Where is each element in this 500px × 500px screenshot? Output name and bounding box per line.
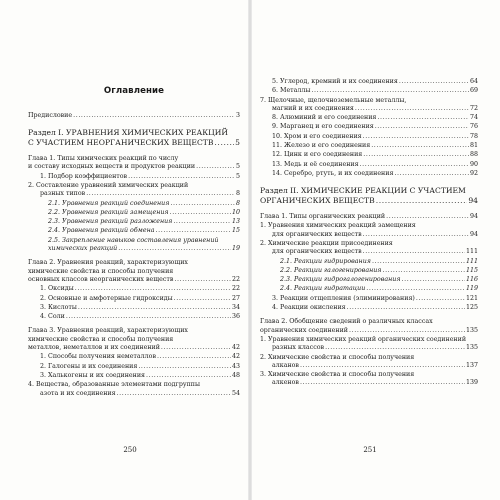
toc-page-number: 15 <box>231 227 240 235</box>
toc-entry-item <box>28 353 240 361</box>
toc-entry-leader-row <box>40 304 240 312</box>
toc-page-number: 78 <box>469 132 478 140</box>
toc-page-number: 34 <box>231 303 240 311</box>
dot-leader <box>196 163 235 171</box>
toc-entry-sub <box>260 276 478 284</box>
toc-entry-title: основных классов неорганических веществ <box>28 275 174 283</box>
toc-entry-leader-row <box>272 170 478 178</box>
toc-page-number: 76 <box>469 123 478 131</box>
toc-entry-title: 1. Оксиды <box>40 285 74 293</box>
toc-entry-title: 2.4. Реакции гидратации <box>280 285 366 293</box>
toc-entry-title: 10. Хром и его соединения <box>272 132 362 140</box>
toc-entry-item <box>28 285 240 293</box>
dot-leader <box>363 231 469 239</box>
toc-page-number: 22 <box>231 275 240 283</box>
toc-page-number: 115 <box>465 266 478 274</box>
toc-entry-title: 2.2. Уравнения реакций замещения <box>48 208 169 216</box>
toc-entry-title: 2. Основные и амфотерные гидроксиды <box>40 294 173 302</box>
page-number-right: 251 <box>363 446 377 454</box>
toc-entry-item <box>260 354 478 371</box>
toc-entry-item <box>260 151 478 159</box>
dot-leader <box>300 362 465 370</box>
toc-page-number: 94 <box>469 230 478 238</box>
toc-entry-item <box>28 304 240 312</box>
page-number-left: 250 <box>123 446 137 454</box>
toc-entry-leader-row <box>40 372 240 380</box>
toc-entry-leader-row <box>272 133 478 141</box>
toc-entry-line: Глава 2. Уравнения реакций, характеризующих <box>28 259 188 267</box>
toc-page-number: 121 <box>465 294 478 302</box>
toc-entry-leader-row <box>272 87 478 95</box>
dot-leader <box>376 196 468 205</box>
dot-leader <box>416 295 465 303</box>
dot-leader <box>146 372 231 380</box>
toc-entry-item <box>260 304 478 312</box>
toc-entry-item <box>28 295 240 303</box>
toc-entry-title: 2.3. Реакции гидрогалогенирования <box>280 276 401 284</box>
toc-entry-line: 2. Составление уравнений химических реакций <box>28 182 189 189</box>
toc-entry-title: 2. Галогены и их соединения <box>40 362 138 370</box>
toc-entry-item <box>260 78 478 86</box>
toc-entry-sub <box>28 209 240 217</box>
toc-entry-leader-row <box>260 213 478 221</box>
toc-entry-line: Глава 2. Обобщение сведений о различных классах <box>260 318 433 326</box>
right-page <box>250 0 500 500</box>
toc-entry-item <box>28 363 240 371</box>
toc-entry-leader-row <box>272 304 478 312</box>
toc-entry-item <box>260 295 478 303</box>
toc-page-number: 42 <box>231 353 240 361</box>
toc-entry-leader-row <box>48 245 240 253</box>
toc-entry-line: 3. Химические свойства и способы получения <box>260 371 415 379</box>
toc-entry-item <box>260 123 478 131</box>
toc-entry-line: 7. Щелочные, щелочноземельные металлы, <box>260 96 407 104</box>
toc-entry-sub <box>260 285 478 293</box>
dot-leader <box>325 344 465 352</box>
toc-entry-leader-row <box>280 285 478 293</box>
dot-leader <box>360 161 469 169</box>
toc-entry-title: металлов, неметаллов и их соединений <box>28 344 160 352</box>
toc-entry-title: ОРГАНИЧЕСКИХ ВЕЩЕСТВ <box>260 195 375 205</box>
toc-page-number: 48 <box>231 371 240 379</box>
dot-leader <box>394 170 469 178</box>
toc-entry-leader-row <box>272 142 478 150</box>
toc-entry-title: разных классов <box>272 344 325 352</box>
toc-entry-title: С УЧАСТИЕМ НЕОРГАНИЧЕСКИХ ВЕЩЕСТВ <box>28 137 214 147</box>
dot-leader <box>300 379 465 387</box>
toc-list-left <box>28 112 240 398</box>
toc-entry-title: 1. Подбор коэффициентов <box>40 172 128 180</box>
dot-leader <box>386 213 469 221</box>
toc-entry-title: 14. Серебро, ртуть, и их соединения <box>272 169 394 177</box>
toc-entry-sub <box>28 237 240 254</box>
toc-entry-title: Предисловие <box>28 112 73 119</box>
toc-entry-title: 2.1. Реакции гидрирования <box>280 257 371 265</box>
dot-leader <box>382 267 465 275</box>
toc-entry-leader-row <box>272 105 478 113</box>
toc-entry-sub <box>28 200 240 208</box>
toc-entry-title: магний и их соединения <box>272 104 354 112</box>
toc-entry-title: 5. Углерод, кремний и их соединения <box>272 78 398 85</box>
toc-entry-item <box>28 381 240 398</box>
toc-page-number: 27 <box>231 294 240 302</box>
toc-list-right <box>260 78 478 388</box>
toc-entry-item <box>260 114 478 122</box>
toc-entry-title: 2.2. Реакции галогенирования <box>280 266 382 274</box>
toc-entry-title: 3. Кислоты <box>40 303 77 311</box>
toc-entry-title: для органических веществ <box>272 248 362 256</box>
toc-page-number: 8 <box>235 199 240 207</box>
dot-leader <box>157 353 231 361</box>
dot-leader <box>363 151 469 159</box>
toc-entry-line: 4. Вещества, образованные элементами подгруппы <box>28 381 200 389</box>
toc-entry-chapter <box>28 327 240 352</box>
toc-page-number: 94 <box>468 195 478 205</box>
toc-page-number: 94 <box>469 213 478 221</box>
toc-entry-leader-row <box>48 227 240 235</box>
toc-page-number: 116 <box>465 276 478 284</box>
dot-leader <box>366 285 465 293</box>
toc-entry-title: Глава 1. Типы органических реакций <box>260 213 386 221</box>
toc-page-number: 111 <box>465 257 478 265</box>
toc-entry-leader-row <box>272 114 478 122</box>
dot-leader <box>118 245 231 253</box>
toc-entry-line: Глава 3. Уравнения реакций, характеризующих <box>28 327 188 335</box>
toc-page-number: 64 <box>469 78 478 85</box>
toc-entry-item <box>260 87 478 95</box>
toc-entry-item <box>260 97 478 114</box>
toc-entry-leader-row <box>272 344 478 352</box>
toc-entry-leader-row <box>40 363 240 371</box>
toc-entry-title: 4. Реакции окисления <box>272 304 346 312</box>
toc-entry-chapter <box>28 155 240 172</box>
toc-entry-leader-row <box>280 267 478 275</box>
toc-entry-item <box>260 222 478 239</box>
toc-entry-title: 13. Медь и её соединения <box>272 160 359 168</box>
toc-entry-item <box>260 161 478 169</box>
dot-leader <box>375 123 469 131</box>
toc-page-number: 88 <box>469 151 478 159</box>
dot-leader <box>371 142 469 150</box>
dot-leader <box>78 304 231 312</box>
toc-entry-item <box>260 170 478 178</box>
toc-entry-line: Раздел II. ХИМИЧЕСКИЕ РЕАКЦИИ С УЧАСТИЕМ <box>260 186 466 196</box>
toc-page-number: 54 <box>231 389 240 397</box>
dot-leader <box>311 87 469 95</box>
toc-entry-title: 6. Металлы <box>272 87 311 95</box>
toc-entry-item <box>260 336 478 353</box>
toc-page-number: 43 <box>231 362 240 370</box>
dot-leader <box>349 327 465 335</box>
toc-entry-leader-row <box>48 218 240 226</box>
toc-entry-line: химические свойства и способы получения <box>28 267 174 275</box>
toc-entry-leader-row <box>40 190 240 198</box>
dot-leader <box>170 209 231 217</box>
toc-page-number: 42 <box>231 344 240 352</box>
toc-page-number: 5 <box>235 163 240 171</box>
toc-page-number: 90 <box>469 160 478 168</box>
dot-leader <box>363 133 469 141</box>
dot-leader <box>173 218 231 226</box>
toc-entry-leader-row <box>40 390 240 398</box>
dot-leader <box>73 112 235 120</box>
toc-entry-line: 2.5. Закрепление навыков составления уравнений <box>48 236 219 244</box>
toc-entry-title: органических соединений <box>260 326 349 334</box>
toc-entry-sub <box>28 227 240 235</box>
toc-entry-line: 2. Химические свойства и способы получения <box>260 353 415 361</box>
toc-page-number: 5 <box>235 137 240 147</box>
toc-page-number: 22 <box>231 285 240 293</box>
toc-page-number: 36 <box>231 313 240 321</box>
toc-entry-line: Глава 1. Типы химических реакций по числу <box>28 155 179 163</box>
dot-leader <box>377 114 469 122</box>
toc-page-number: 137 <box>465 361 478 369</box>
toc-entry-leader-row <box>40 285 240 293</box>
toc-entry-item <box>28 182 240 199</box>
contents-heading: Оглавление <box>103 86 165 96</box>
toc-page-number: 72 <box>469 104 478 112</box>
toc-entry-item <box>260 240 478 257</box>
toc-entry-item <box>28 173 240 181</box>
toc-entry-title: и составу исходных веществ и продуктов реакции <box>28 163 196 171</box>
toc-entry-leader-row <box>272 362 478 370</box>
toc-entry-leader-row <box>40 295 240 303</box>
toc-entry-item <box>260 133 478 141</box>
toc-entry-leader-row <box>40 313 240 321</box>
toc-entry-leader-row <box>272 295 478 303</box>
toc-entry-title: 3. Халькогены и их соединения <box>40 371 145 379</box>
toc-entry-section <box>28 128 240 147</box>
dot-leader <box>399 78 469 86</box>
toc-entry-leader-row <box>272 379 478 387</box>
toc-entry-leader-row <box>280 276 478 284</box>
toc-entry-title: алканов <box>272 361 299 369</box>
toc-entry-leader-row <box>260 327 478 335</box>
dot-leader <box>128 173 235 181</box>
toc-page-number: 10 <box>231 208 240 216</box>
toc-entry-leader-row <box>272 231 478 239</box>
toc-entry-title: 1. Способы получения неметаллов <box>40 353 157 361</box>
dot-leader <box>161 344 231 352</box>
toc-entry-leader-row <box>28 276 240 284</box>
toc-entry-title: химических реакций <box>48 245 118 253</box>
toc-page-number: 135 <box>465 326 478 334</box>
toc-entry-chapter <box>260 318 478 335</box>
toc-page-number: 69 <box>469 87 478 95</box>
toc-entry-leader-row <box>272 151 478 159</box>
toc-page-number: 3 <box>235 112 240 119</box>
dot-leader <box>174 295 231 303</box>
dot-leader <box>347 304 465 312</box>
toc-entry-leader-row <box>28 138 240 147</box>
toc-entry-title: разных типов <box>40 190 86 198</box>
toc-page-number: 119 <box>465 285 478 293</box>
toc-entry-sub <box>260 267 478 275</box>
toc-page-number: 19 <box>231 245 240 253</box>
toc-entry-title: 8. Алюминий и его соединения <box>272 114 377 122</box>
toc-entry-line: 2. Химические реакции присоединения <box>260 239 393 247</box>
toc-entry-title: азота и их соединения <box>40 389 116 397</box>
toc-entry-item <box>260 142 478 150</box>
dot-leader <box>174 276 231 284</box>
toc-entry-leader-row <box>40 353 240 361</box>
toc-entry-title: 2.1. Уравнения реакций соединения <box>48 199 170 207</box>
toc-entry-leader-row <box>48 200 240 208</box>
toc-page-number: 8 <box>235 190 240 198</box>
toc-page-number: 74 <box>469 114 478 122</box>
toc-entry-title: 3. Реакции отщепления (элиминирования) <box>272 294 415 302</box>
dot-leader <box>138 363 231 371</box>
toc-entry-leader-row <box>272 248 478 256</box>
toc-entry-title: алкенов <box>272 379 299 387</box>
toc-page-number: 13 <box>231 218 240 226</box>
toc-entry-section <box>260 186 478 205</box>
toc-entry-leader-row <box>272 123 478 131</box>
dot-leader <box>402 276 465 284</box>
toc-page-number: 111 <box>465 248 478 256</box>
dot-leader <box>363 248 465 256</box>
toc-entry-title: 12. Цинк и его соединения <box>272 151 363 159</box>
toc-entry-leader-row <box>40 173 240 181</box>
dot-leader <box>170 200 235 208</box>
toc-page-number: 5 <box>235 172 240 180</box>
toc-page-number: 139 <box>465 379 478 387</box>
toc-entry-line: химические свойства и способы получения <box>28 335 174 343</box>
dot-leader <box>75 285 231 293</box>
toc-entry-leader-row <box>280 258 478 266</box>
toc-entry-leader-row <box>28 112 240 120</box>
toc-entry-line: 1. Уравнения химических реакций замещения <box>260 222 416 230</box>
toc-entry-item <box>260 371 478 388</box>
dot-leader <box>372 258 465 266</box>
toc-entry-title: 2.3. Уравнения реакций разложения <box>48 218 173 226</box>
toc-page-number: 92 <box>469 169 478 177</box>
dot-leader <box>66 313 231 321</box>
toc-entry-leader-row <box>48 209 240 217</box>
toc-entry-leader-row <box>272 161 478 169</box>
toc-page-number: 135 <box>465 344 478 352</box>
toc-entry-title: 2.4. Уравнения реакций обмена <box>48 227 155 235</box>
toc-entry-plain <box>28 112 240 120</box>
toc-entry-title: 11. Железо и его соединения <box>272 142 371 150</box>
toc-entry-leader-row <box>28 344 240 352</box>
toc-entry-line: 1. Уравнения химических реакций органических соединений <box>260 335 467 343</box>
toc-entry-item <box>28 313 240 321</box>
toc-entry-title: 4. Соли <box>40 313 65 321</box>
toc-entry-title: для органических веществ <box>272 230 362 238</box>
toc-entry-chapter <box>28 259 240 284</box>
dot-leader <box>86 190 235 198</box>
dot-leader <box>156 227 231 235</box>
toc-entry-line: Раздел I. УРАВНЕНИЯ ХИМИЧЕСКИХ РЕАКЦИЙ <box>28 128 229 138</box>
toc-entry-item <box>28 372 240 380</box>
toc-entry-sub <box>28 218 240 226</box>
toc-entry-leader-row <box>260 196 478 205</box>
dot-leader <box>117 390 231 398</box>
toc-page-number: 125 <box>465 304 478 312</box>
toc-page-number: 81 <box>469 142 478 150</box>
toc-entry-leader-row <box>28 163 240 171</box>
toc-entry-leader-row <box>272 78 478 86</box>
toc-entry-sub <box>260 258 478 266</box>
dot-leader <box>214 138 234 147</box>
toc-entry-title: 9. Марганец и его соединения <box>272 123 374 131</box>
dot-leader <box>355 105 469 113</box>
toc-entry-chapter <box>260 213 478 221</box>
